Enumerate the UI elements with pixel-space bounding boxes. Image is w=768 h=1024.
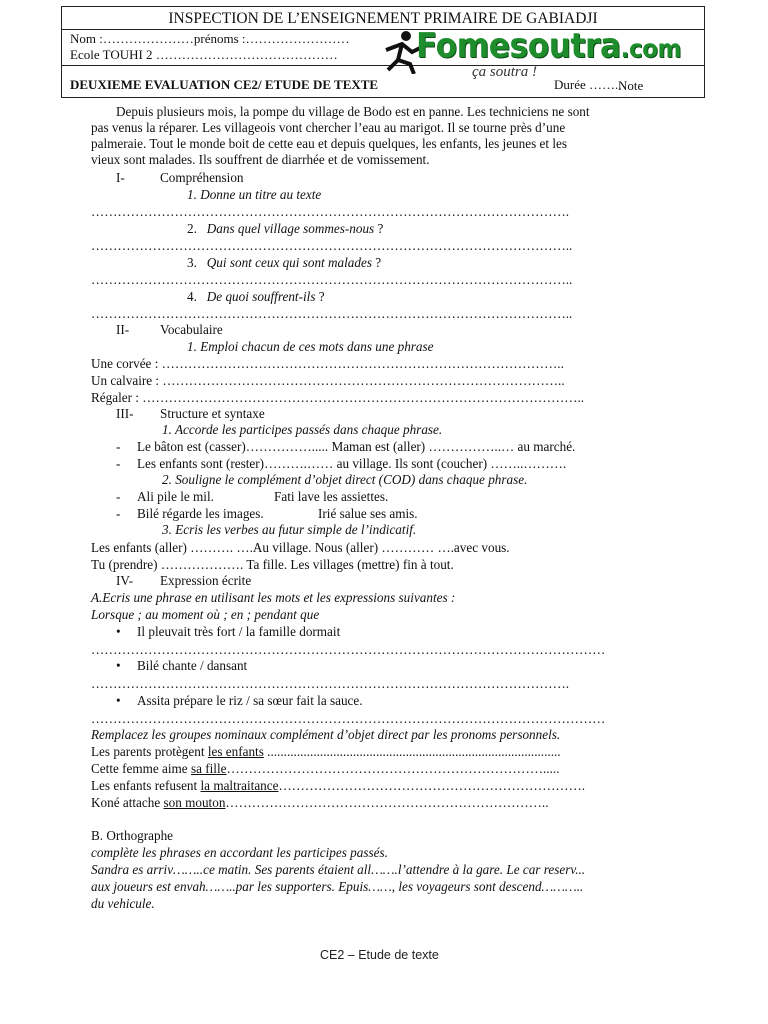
cod-sentence-1: Ali pile le mil. bbox=[137, 489, 214, 504]
word-calvaire: Un calvaire : ……………………………………………………………………………….. bbox=[91, 373, 565, 388]
section-3-number: III- bbox=[116, 406, 134, 421]
question-1-1: 1. Donne un titre au texte bbox=[187, 187, 322, 202]
header-title: INSPECTION DE L’ENSEIGNEMENT PRIMAIRE DE GABIADJI bbox=[62, 7, 704, 30]
question-3-2: 2. Souligne le complément d’objet direct (COD) dans chaque phrase. bbox=[162, 472, 528, 487]
note-label: Note bbox=[618, 78, 644, 93]
answer-line: ………………………………………………………………………………………………. bbox=[91, 676, 570, 691]
answer-line: ……………………………………………………………………………………………….. bbox=[91, 238, 573, 253]
section-2-title: Vocabulaire bbox=[160, 322, 223, 337]
question-3-1: 1. Accorde les participes passés dans chaque phrase. bbox=[162, 422, 443, 437]
answer-line: ………………………………………………………………………………………………. bbox=[91, 204, 570, 219]
bullet-dot: • bbox=[116, 693, 121, 708]
section-4-title: Expression écrite bbox=[160, 573, 252, 588]
cod-sentence-4: Irié salue ses amis. bbox=[318, 506, 418, 521]
answer-line: ……………………………………………………………………………………………….. bbox=[91, 272, 573, 287]
expression-item-3: Assita prépare le riz / sa sœur fait la sauce. bbox=[137, 693, 363, 708]
replace-line-3: Les enfants refusent la maltraitance……………………………………………………………. bbox=[91, 778, 586, 793]
cod-sentence-3: Bilé régarde les images. bbox=[137, 506, 264, 521]
instruction-replace: Remplacez les groupes nominaux complément d’objet direct par les pronoms personnels. bbox=[91, 727, 561, 742]
section-1-title: Compréhension bbox=[160, 170, 244, 185]
section-4-number: IV- bbox=[116, 573, 134, 588]
accord-line-1: Le bâton est (casser)……………..... Maman est (aller) ……………..… au marché. bbox=[137, 439, 576, 454]
futur-line-2: Tu (prendre) ………………. Ta fille. Les villages (mettre) fin à tout. bbox=[91, 557, 454, 572]
replace-line-2: Cette femme aime sa fille………………………………………………………………..... bbox=[91, 761, 560, 776]
logo-brand: Fomesoutra.com bbox=[416, 26, 681, 66]
bullet-dash: - bbox=[116, 489, 121, 504]
answer-line: ……………………………………………………………………………………………….. bbox=[91, 306, 573, 321]
section-2-number: II- bbox=[116, 322, 130, 337]
fomesoutra-logo bbox=[380, 26, 700, 88]
orthographe-instruction: complète les phrases en accordant les participes passés. bbox=[91, 845, 388, 860]
section-1-number: I- bbox=[116, 170, 125, 185]
bullet-dash: - bbox=[116, 439, 121, 454]
text-line-2: pas venus la réparer. Les villageois vont chercher l’eau au marigot. Il se tourne près d’une bbox=[91, 120, 566, 135]
orthographe-line-1: Sandra es arriv……..ce matin. Ses parents étaient all…….l’attendre à la gare. Le car reserv... bbox=[91, 862, 586, 877]
question-1-4: 4. De quoi souffrent-ils ? bbox=[187, 289, 325, 304]
text-line-1: Depuis plusieurs mois, la pompe du village de Bodo est en panne. Les techniciens ne sont bbox=[116, 104, 590, 119]
instruction-a: A.Ecris une phrase en utilisant les mots et les expressions suivantes : bbox=[91, 590, 456, 605]
orthographe-title: B. Orthographe bbox=[91, 828, 174, 843]
page-footer: CE2 – Etude de texte bbox=[320, 948, 439, 962]
orthographe-line-3: du vehicule. bbox=[91, 896, 155, 911]
bullet-dash: - bbox=[116, 506, 121, 521]
section-3-title: Structure et syntaxe bbox=[160, 406, 265, 421]
bullet-dot: • bbox=[116, 658, 121, 673]
text-line-3: palmeraie. Tout le monde boit de cette eau et depuis quelques, les enfants, les jeunes et les bbox=[91, 136, 567, 151]
question-3-3: 3. Ecris les verbes au futur simple de l’indicatif. bbox=[162, 522, 417, 537]
text-line-4: vieux sont malades. Ils souffrent de diarrhée et de vomissement. bbox=[91, 152, 430, 167]
answer-line: ……………………………………………………………………………………………………… bbox=[91, 642, 606, 657]
question-1-2: 2. Dans quel village sommes-nous ? bbox=[187, 221, 384, 236]
question-1-3: 3. Qui sont ceux qui sont malades ? bbox=[187, 255, 382, 270]
bullet-dot: • bbox=[116, 624, 121, 639]
accord-line-2: Les enfants sont (rester)……….…… au village. Ils sont (coucher) ……..………. bbox=[137, 456, 567, 471]
replace-line-4: Koné attache son mouton……………………………………………………………….. bbox=[91, 795, 549, 810]
futur-line-1: Les enfants (aller) ………. ….Au village. Nous (aller) ………… ….avec vous. bbox=[91, 540, 510, 555]
nom-line: Nom :…………………prénoms :…………………… bbox=[70, 31, 350, 46]
orthographe-line-2: aux joueurs est envah……..par les supporters. Epuis……, les voyageurs sont descend……….. bbox=[91, 879, 584, 894]
cod-sentence-2: Fati lave les assiettes. bbox=[274, 489, 389, 504]
eval-title: DEUXIEME EVALUATION CE2/ ETUDE DE TEXTE bbox=[70, 77, 379, 92]
answer-line: ……………………………………………………………………………………………………… bbox=[91, 711, 606, 726]
word-corvee: Une corvée : ……………………………………………………………………………….. bbox=[91, 356, 564, 371]
replace-line-1: Les parents protègent les enfants ......................................................................................... bbox=[91, 744, 561, 759]
word-regaler: Régaler : ……………………………………………………………………………………….. bbox=[91, 390, 585, 405]
expression-list: Lorsque ; au moment où ; en ; pendant que bbox=[91, 607, 320, 622]
duree-label: Durée …….. bbox=[554, 77, 622, 92]
bullet-dash: - bbox=[116, 456, 121, 471]
ecole-line: Ecole TOUHI 2 …………………………………… bbox=[70, 47, 338, 62]
logo-tagline: ça soutra ! bbox=[472, 64, 537, 80]
expression-item-2: Bilé chante / dansant bbox=[137, 658, 248, 673]
expression-item-1: Il pleuvait très fort / la famille dormait bbox=[137, 624, 341, 639]
question-2-1: 1. Emploi chacun de ces mots dans une phrase bbox=[187, 339, 434, 354]
